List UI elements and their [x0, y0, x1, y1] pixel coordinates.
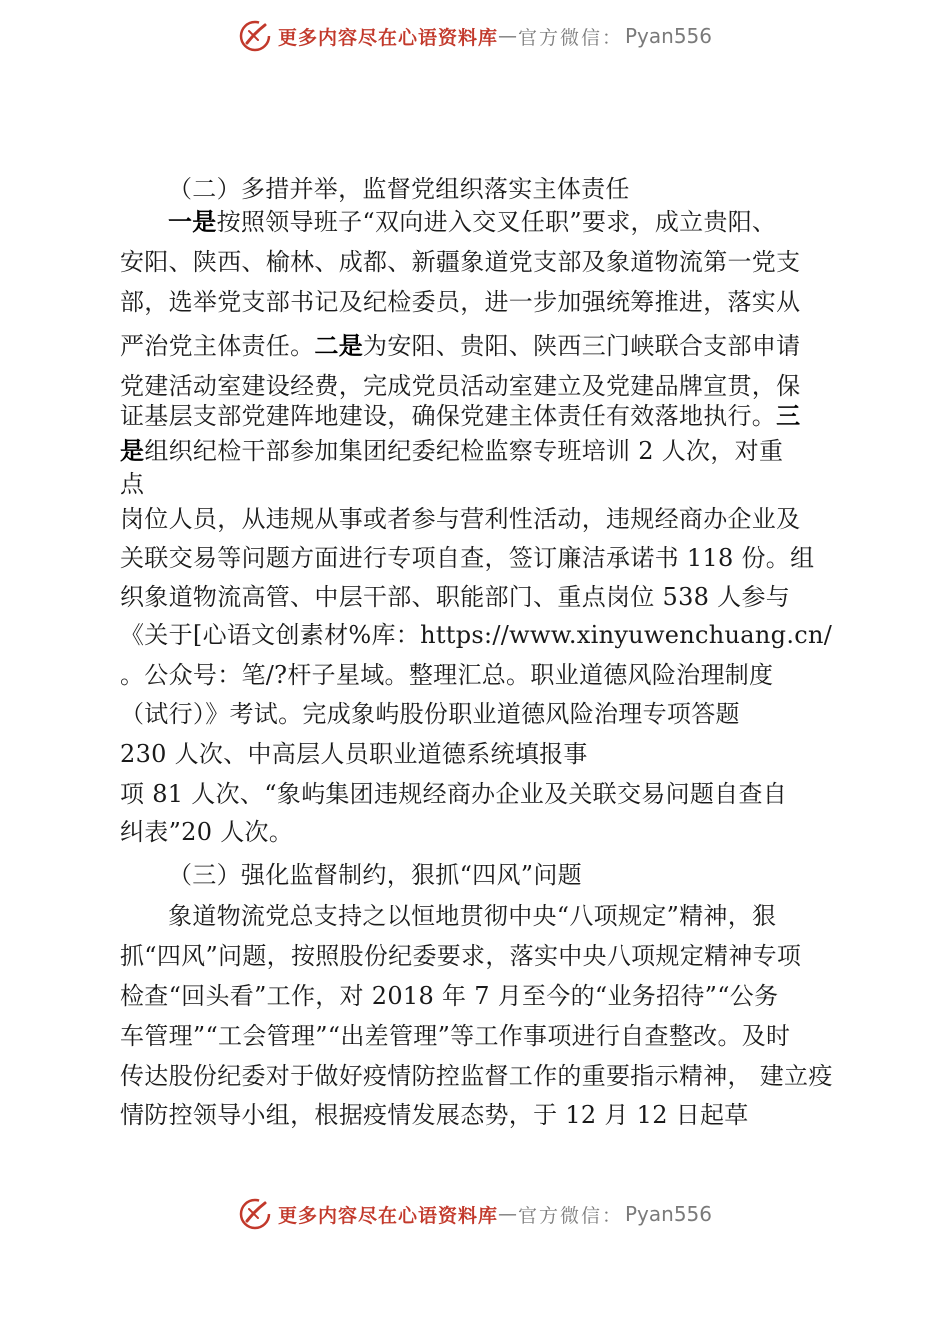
paragraph-line: 纠表”20 人次。	[120, 818, 294, 846]
paragraph-line: 象道物流党总支持之以恒地贯彻中央“八项规定”精神，狠	[168, 902, 777, 930]
paragraph-line: 。公众号：笔/?杆子星域。整理汇总。职业道德风险治理制度	[120, 661, 774, 689]
paragraph-line: （试行）》考试。完成象屿股份职业道德风险治理专项答题	[120, 700, 740, 728]
paragraph-line: 关联交易等问题方面进行专项自查，签订廉洁承诺书 118 份。组	[120, 544, 815, 572]
paragraph-line: 项 81 人次、“象屿集团违规经商办企业及关联交易问题自查自	[120, 780, 788, 808]
paragraph-line: 织象道物流高管、中层干部、职能部门、重点岗位 538 人参与	[120, 583, 791, 611]
watermark-banner-top	[0, 16, 950, 56]
paragraph-line: 部，选举党支部书记及纪检委员，进一步加强统筹推进，落实从	[120, 288, 801, 316]
emphasis-marker: 是	[120, 436, 145, 465]
emphasis-marker: 三	[776, 401, 801, 430]
watermark-banner-bottom	[0, 1194, 950, 1234]
paragraph-line: 情防控领导小组，根据疫情发展态势，于 12 月 12 日起草	[120, 1101, 749, 1129]
paragraph-line: 抓“四风”问题，按照股份纪委要求，落实中央八项规定精神专项	[120, 942, 802, 970]
paragraph-text: 按照领导班子“双向进入交叉任职”要求，成立贵阳、	[216, 208, 777, 236]
emphasis-marker: 二是	[314, 331, 364, 360]
watermark-wechat-id: Pyan556	[625, 1202, 713, 1226]
watermark-wechat-label: 官方微信：	[517, 1204, 623, 1227]
paragraph-line: 230 人次、中高层人员职业道德系统填报事	[120, 740, 588, 768]
watermark-site-name: 更多内容尽在心语资料库	[277, 26, 498, 49]
paragraph-text: 证基层支部党建阵地建设，确保党建主体责任有效落地执行。	[120, 402, 777, 430]
paragraph-line: 检查“回头看”工作，对 2018 年 7 月至今的“业务招待”“公务	[120, 982, 779, 1010]
paragraph-line: 车管理”“工会管理”“出差管理”等工作事项进行自查整改。及时	[120, 1022, 791, 1050]
paragraph-line: 传达股份纪委对于做好疫情防控监督工作的重要指示精神， 建立疫	[120, 1062, 833, 1090]
brush-circle-logo-icon	[238, 19, 272, 53]
paragraph-line: 岗位人员，从违规从事或者参与营利性活动，违规经商办企业及	[120, 505, 801, 533]
paragraph-line	[168, 207, 776, 237]
watermark-site-name: 更多内容尽在心语资料库	[277, 1204, 498, 1227]
section-heading-two: （二）多措并举，监督党组织落实主体责任	[168, 175, 630, 203]
paragraph-line: 党建活动室建设经费，完成党员活动室建立及党建品牌宣贯，保	[120, 372, 801, 400]
paragraph-line: 《关于[心语文创素材%库：https://www.xinyuwenchuang.cn/	[120, 621, 833, 649]
emphasis-marker: 一是	[168, 207, 217, 236]
watermark-wechat-label: 官方微信：	[517, 26, 623, 49]
paragraph-line: 点	[120, 470, 145, 498]
paragraph-text: 为安阳、贵阳、陕西三门峡联合支部申请	[363, 332, 801, 360]
paragraph-line	[120, 331, 800, 361]
paragraph-line	[120, 401, 800, 431]
watermark-separator: —	[497, 1203, 518, 1225]
section-heading-three: （三）强化监督制约，狠抓“四风”问题	[168, 861, 582, 889]
brush-circle-logo-icon	[238, 1197, 272, 1231]
watermark-separator: —	[497, 25, 518, 47]
paragraph-text: 组织纪检干部参加集团纪委纪检监察专班培训 2 人次，对重	[144, 437, 784, 465]
paragraph-text: 严治党主体责任。	[120, 332, 315, 360]
watermark-wechat-id: Pyan556	[625, 24, 713, 48]
paragraph-line	[120, 436, 783, 466]
paragraph-line: 安阳、陕西、榆林、成都、新疆象道党支部及象道物流第一党支	[120, 248, 801, 276]
